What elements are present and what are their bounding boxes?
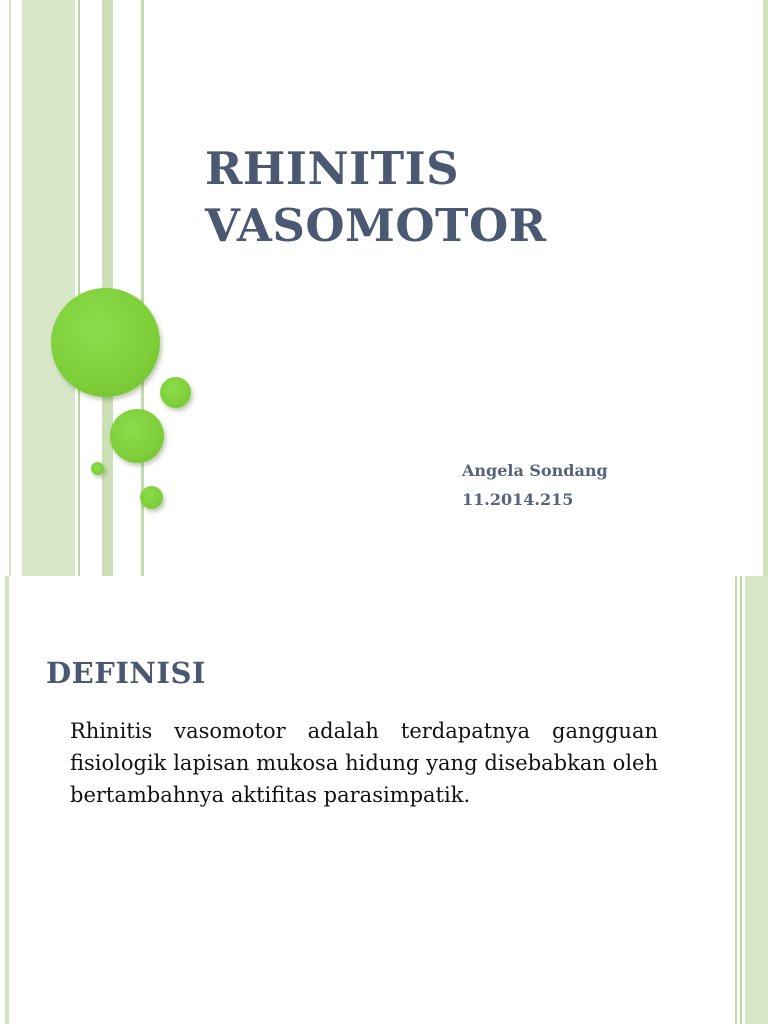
decorative-stripe (78, 0, 80, 576)
decorative-circle-tiny (91, 462, 104, 475)
slide-title (205, 140, 547, 254)
decorative-circle-medium (110, 409, 164, 463)
student-id: 11.2014.215 (462, 490, 574, 509)
author-name: Angela Sondang (462, 461, 608, 480)
decorative-circle-large (51, 288, 160, 397)
decorative-circle-small (160, 377, 191, 408)
decorative-stripe (763, 0, 768, 576)
decorative-circle-small (140, 486, 163, 509)
definition-text: Rhinitis vasomotor adalah terdapatnya gangguan fisiologik lapisan mukosa hidung yang disebabkan oleh bertambahnya aktifitas parasimpatik. (70, 719, 658, 807)
slide-title-line: RHINITIS (205, 142, 460, 195)
section-heading: DEFINISI (46, 656, 206, 690)
slide-title-line: VASOMOTOR (205, 199, 547, 252)
decorative-stripe (22, 0, 75, 576)
definition-slide (0, 576, 768, 1024)
decorative-stripe (9, 0, 11, 576)
decorative-stripe (5, 576, 9, 1024)
decorative-stripe (735, 576, 737, 1024)
decorative-stripe (745, 576, 768, 1024)
decorative-stripe (740, 576, 742, 1024)
